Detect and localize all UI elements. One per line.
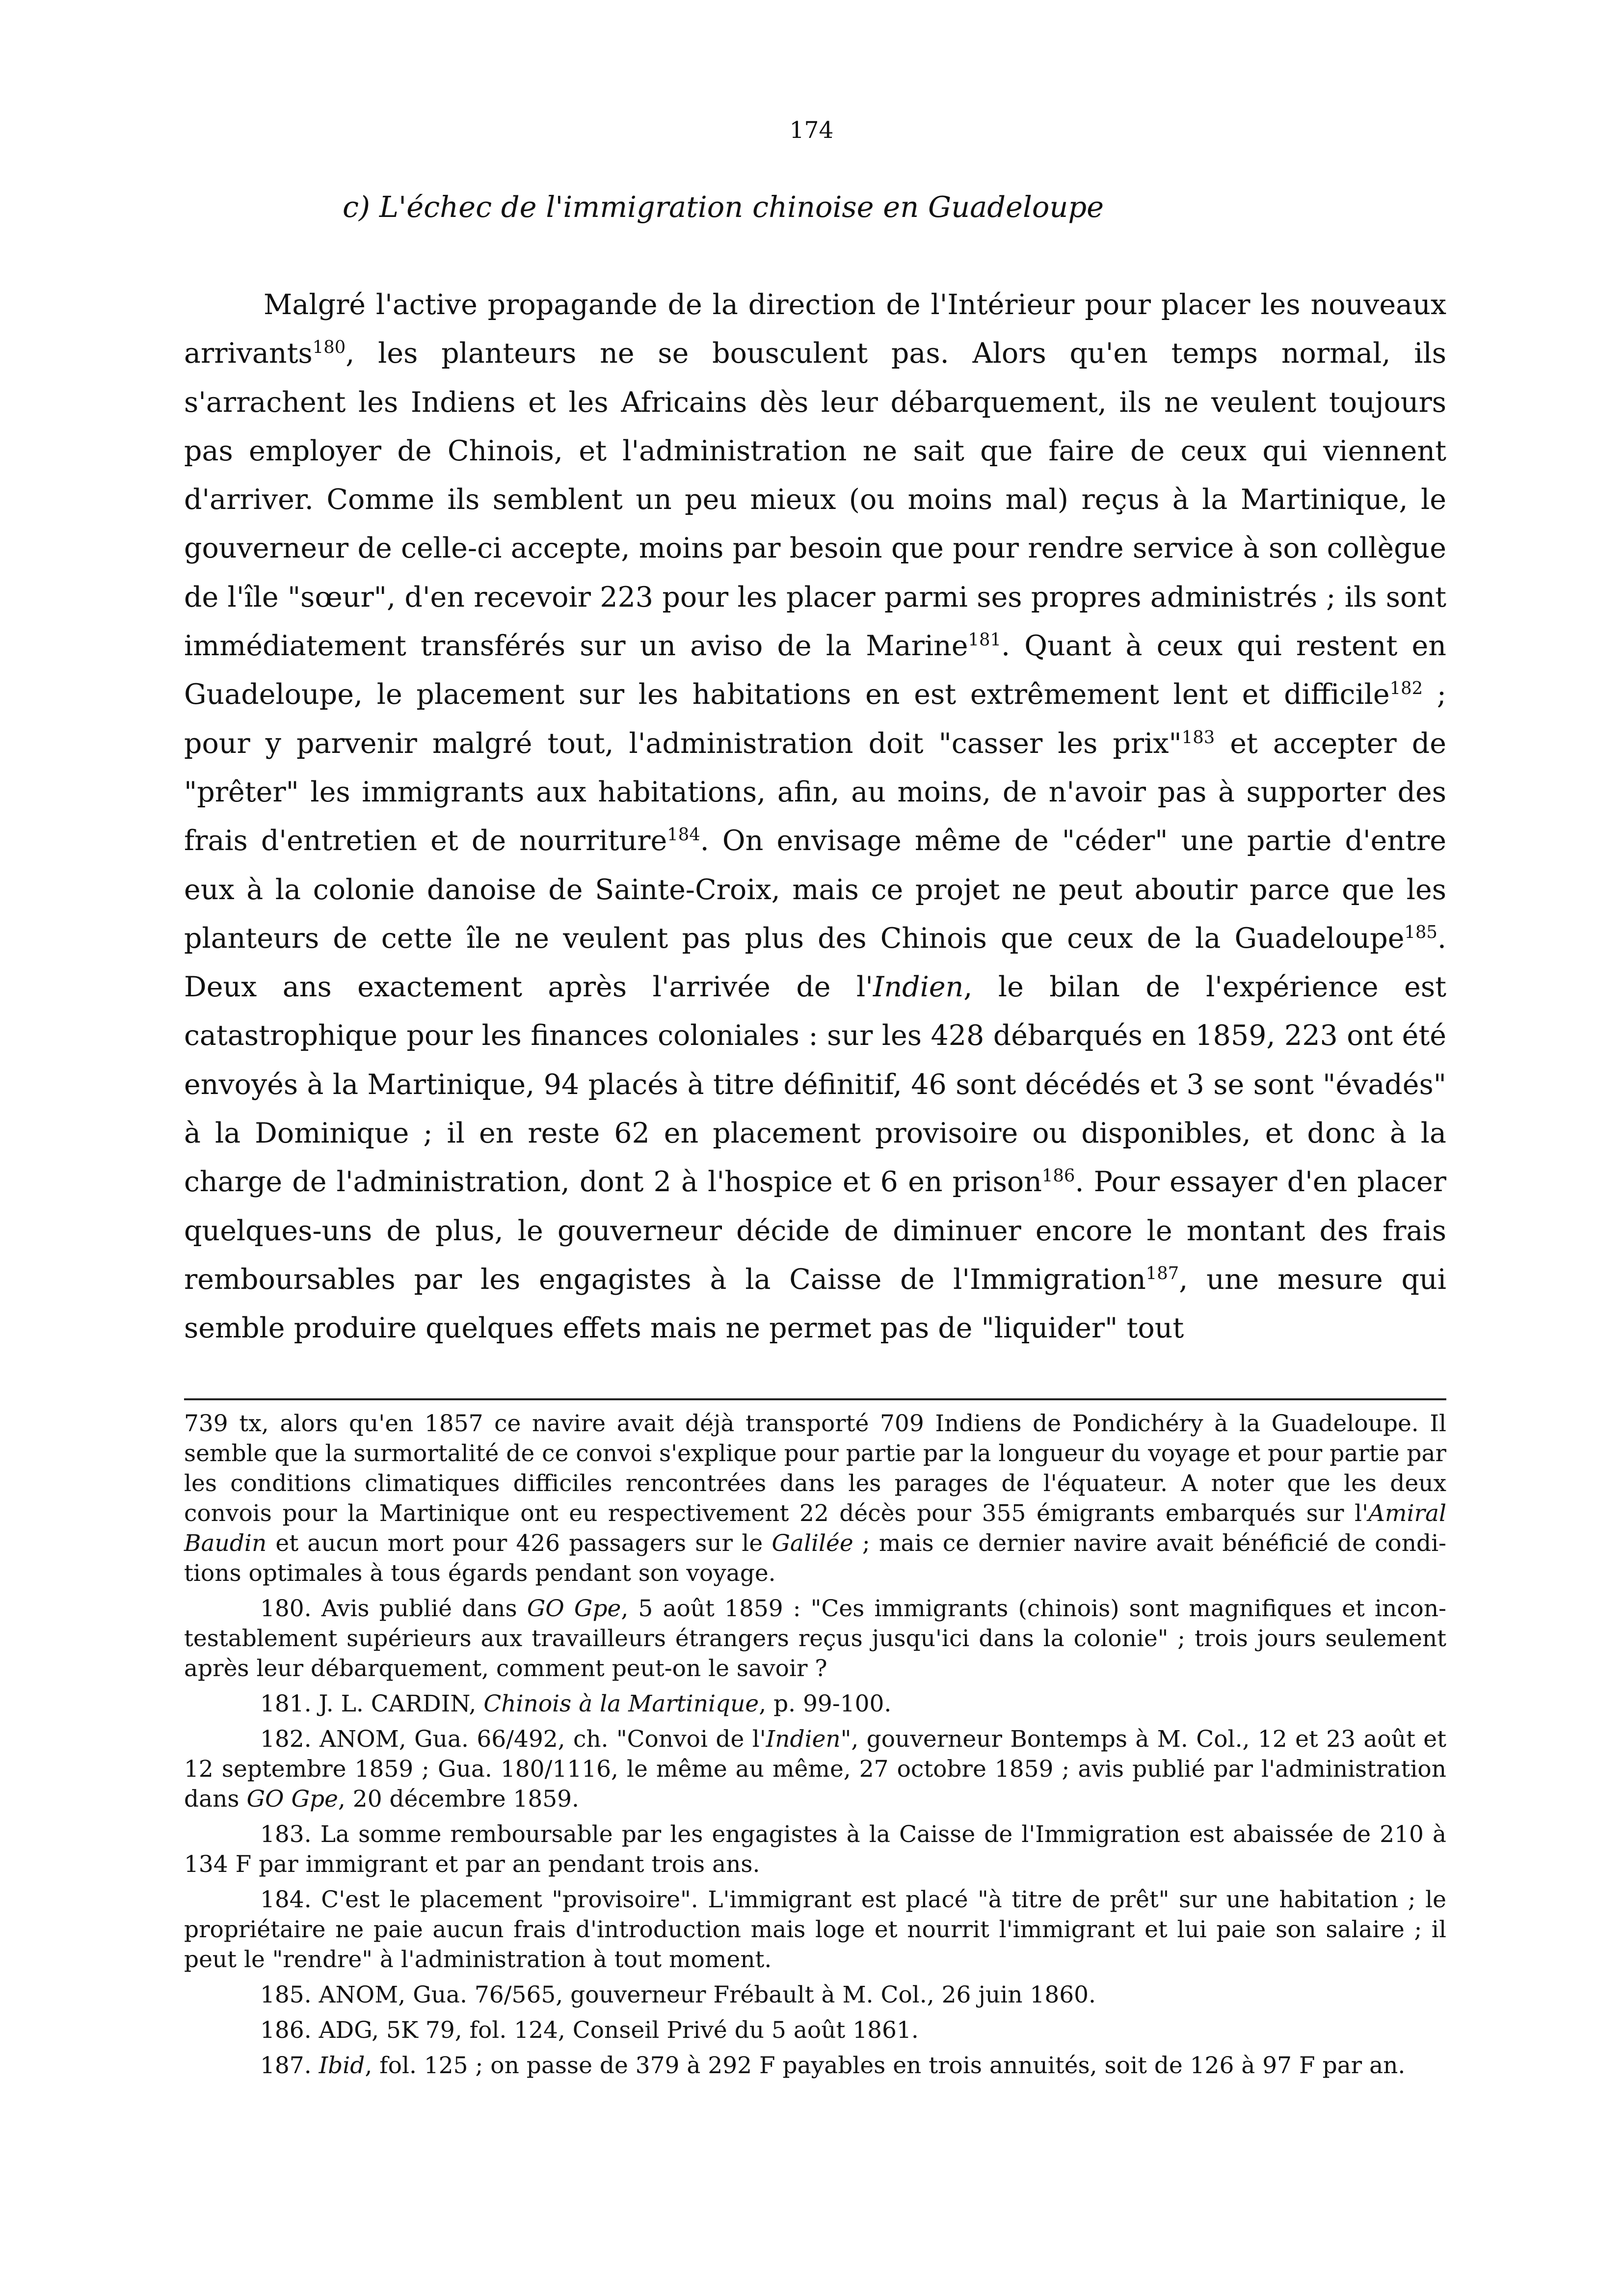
footnote-text: 739 tx, alors qu'en 1857 ce navire avait déjà transporté 709 Indiens de Pondichéry à la Guadeloupe. Il semble que la surmortalité de ce convoi s'explique pour partie par la longueur du voyage et pour partie par les conditions climatiques difficiles rencontrées dans les parages de l'équateur. A noter que les deux convois pour la Martinique ont eu respectivement 22 décès pour 355 émigrants embarqués sur l'	[184, 1410, 1446, 1527]
body-text-segment: , le bilan de l'expérience est catastrophique pour les finances coloniales : sur les 428 débarqués en 1859, 223 ont été envoyés à la Martinique, 94 placés à titre définitif, 46 sont décédés et 3 se sont "évadés" à la Dominique ; il en reste 62 en placement provisoire ou disponibles, et donc à la charge de l'administration, dont 2 à l'hospice et 6 en prison	[184, 971, 1446, 1199]
source-abbreviation: GO Gpe	[246, 1786, 338, 1813]
footnote-text: ; mais ce dernier navire avait bénéficié de conditions optimales à tous égards pendant son voyage.	[184, 1530, 1446, 1587]
footnote-ref-180: 180	[312, 337, 346, 358]
body-text-segment: , les planteurs ne se bousculent pas. Alors qu'en temps normal, ils s'arrachent les Indiens et les Africains dès leur débarquement, ils ne veulent toujours pas employer de Chinois, et l'administration ne sait que faire de ceux qui viennent d'arriver. Comme ils semblent un peu mieux (ou moins mal) reçus à la Martinique, le gouverneur de celle-ci accepte, moins par besoin que pour rendre service à son collègue de l'île "sœur", d'en recevoir 223 pour les placer parmi ses propres administrés ; ils sont immédiatement transférés sur un aviso de la Marine	[184, 337, 1446, 663]
footnote-text: 187.	[260, 2052, 319, 2079]
footnote-text: 181. J. L. CARDIN,	[260, 1690, 484, 1717]
footnote-187	[184, 2051, 1446, 2081]
footnote-180	[184, 1594, 1446, 1683]
footnote-continued	[184, 1409, 1446, 1588]
ibid-reference: Ibid	[319, 2052, 365, 2079]
footnote-text: et aucun mort pour 426 passagers sur le	[266, 1530, 772, 1557]
footnote-text: , 5 août 1859 : "Ces immigrants (chinois) sont magnifiques et incontestablement supérieurs aux travailleurs étrangers reçus jusqu'ici dans la colonie" ; trois jours seulement après leur débarquement, comment peut-on le savoir ?	[184, 1595, 1447, 1682]
footnote-text: 180. Avis publié dans	[260, 1595, 527, 1622]
footnotes	[184, 1409, 1446, 2086]
ship-name: Galilée	[772, 1530, 853, 1557]
footnote-183: 183. La somme remboursable par les engagistes à la Caisse de l'Immigration est abaissée de 210 à 134 F par immigrant et par an pendant trois ans.	[184, 1821, 1446, 1878]
footnote-ref-185: 185	[1404, 922, 1437, 942]
body-text-segment: . Pour essayer d'en placer quelques-uns de plus, le gouverneur décide de diminuer encore le montant des frais remboursables par les engagistes à la Caisse de l'Immigration	[184, 1166, 1447, 1296]
footnote-182	[184, 1724, 1446, 1814]
body-text-segment: . Deux ans exactement après l'arrivée de l'	[184, 922, 1446, 1004]
body-text-segment: et accepter de "prêter" les immigrants aux habitations, afin, au moins, de n'avoir pas à supporter des frais d'entretien et de nourriture	[184, 727, 1446, 857]
body-text-segment: , une mesure qui semble produire quelques effets mais ne permet pas de "liquider" tout	[184, 1263, 1446, 1345]
footnote-ref-186: 186	[1041, 1166, 1075, 1186]
footnote-ref-187: 187	[1145, 1263, 1179, 1283]
body-paragraph	[184, 281, 1446, 1353]
section-heading: c) L'échec de l'immigration chinoise en Guadeloupe	[343, 190, 1104, 224]
footnote-ref-182: 182	[1389, 678, 1423, 699]
body-text-segment: . On envisage même de "céder" une partie d'entre eux à la colonie danoise de Sainte-Croix, mais ce projet ne peut aboutir parce que les planteurs de cette île ne veulent pas plus des Chinois que ceux de la Guadeloupe	[184, 825, 1446, 955]
ship-name-indien: Indien	[873, 971, 964, 1004]
footnote-185: 185. ANOM, Gua. 76/565, gouverneur Frébault à M. Col., 26 juin 1860.	[260, 1981, 1096, 2008]
book-title: Chinois à la Martinique	[483, 1690, 759, 1717]
footnote-text: , 20 décembre 1859.	[338, 1786, 579, 1813]
footnote-ref-184: 184	[667, 825, 700, 845]
footnote-186: 186. ADG, 5K 79, fol. 124, Conseil Privé du 5 août 1861.	[260, 2017, 919, 2044]
footnote-text: , fol. 125 ; on passe de 379 à 292 F payables en trois annuités, soit de 126 à 97 F par an.	[365, 2052, 1406, 2079]
footnote-ref-183: 183	[1181, 727, 1215, 748]
ship-name: Amiral Baudin	[184, 1500, 1446, 1557]
body-text-segment: ; pour y parvenir malgré tout, l'administration doit "casser les prix"	[184, 678, 1446, 760]
footnote-text: , p. 99-100.	[759, 1690, 892, 1717]
footnote-184: 184. C'est le placement "provisoire". L'immigrant est placé "à titre de prêt" sur une habitation ; le propriétaire ne paie aucun frais d'introduction mais loge et nourrit l'immigrant et lui paie son salaire ; il peut le "rendre" à l'administration à tout moment.	[184, 1886, 1446, 1973]
source-abbreviation: GO Gpe	[527, 1595, 621, 1622]
body-text-segment: Malgré l'active propagande de la direction de l'Intérieur pour placer les nouveaux arrivants	[184, 289, 1446, 370]
page-number: 174	[789, 117, 834, 144]
footnote-text: ", gouverneur Bontemps à M. Col., 12 et 23 août et 12 septembre 1859 ; Gua. 180/1116, le même au même, 27 octobre 1859 ; avis publié par l'administration dans	[184, 1726, 1446, 1813]
footnote-ref-181: 181	[968, 630, 1001, 650]
ship-name: Indien	[766, 1726, 841, 1753]
body-text-segment: . Quant à ceux qui restent en Guadeloupe, le placement sur les habitations en est extrêmement lent et difficile	[184, 630, 1446, 711]
footnote-text: 182. ANOM, Gua. 66/492, ch. "Convoi de l'	[260, 1726, 766, 1753]
footnote-separator	[184, 1398, 1446, 1400]
footnote-181	[184, 1689, 1446, 1719]
